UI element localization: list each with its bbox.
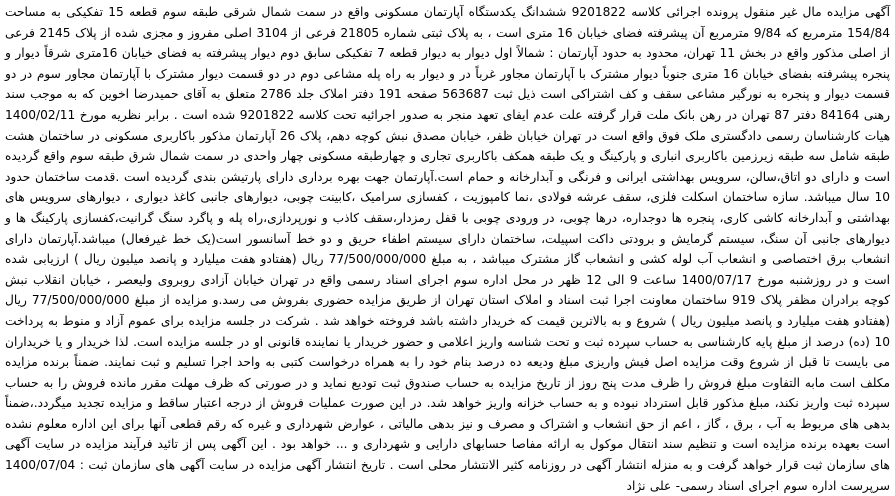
auction-notice-text: آگهی مزایده مال غیر منقول پرونده اجرائی کلاسه 9201822 ششدانگ یکدستگاه آپارتمان مسکونی واقع در سمت شمال شرقی طبقه سوم قطعه 15 تفکیکی به مساحت 154/84 مترمربع که 9/84 مترمربع آن پیشرفته فضای خیابان 16 متری است ، به پلاک ثبتی شماره 21805 فرعی از 3104 اصلی مفروز و مجزی شده از پلاک 2145 فرعی از اصلی مذکور واقع در بخش 11 تهران، محدود به حدود آپارتمان : شمالاً اول دیوار به دیوار قطعه 7 تفکیکی سابق دوم دیوار پیشرفته به فضای خیابان 16متری شرقاً دیوار و پنجره پیشرفته بفضای خیابان 16 متری جنوباً دیوار مشترک با آپارتمان مجاور غرباً در و دیوار به راه پله مشاعی دوم در دو قسمت دیوار مشترک با آپارتمان مجاور سوم در دو قسمت دیوار و پنجره به نورگیر مشاعی سقف و کف اشتراکی است ذیل ثبت 563687 صفحه 191 دفتر املاک جلد 2786 متعلق به آقای حمیدرضا اخوین که به موجب سند رهنی 84164 دفتر 87 تهران در رهن بانک ملت قرار گرفته علت عدم ایفای تعهد منجر به صدور اجرائیه تحت کلاسه 9201822 شده است . برابر نظریه مورخ 1400/02/11 هیات کارشناسان رسمی دادگستری ملک فوق واقع است در تهران خیابان ظفر، خیابان مصدق نبش کوچه دهم، پلاک 26 آپارتمان مذکور باکاربری مسکونی در ساختمان هشت طبقه شامل سه طبقه زیرزمین باکاربری انباری و پارکینگ و یک طبقه همکف باکاربری تجاری و چهارطبقه مسکونی چهار واحدی در سمت شمال شرق طبقه سوم واقع گردیده است و دارای دو اتاق،سالن، سرویس بهداشتی ایرانی و فرنگی و آبدارخانه و حمام است.آپارتمان جهت بهره برداری دارای پارتیشن بندی گردیده است .قدمت ساختمان حدود 10 سال میباشد. سازه ساختمان اسکلت فلزی، سقف عرشه فولادی ،نما کامپوزیت ، کفسازی سرامیک ،کابینت چوبی، دیوارهای جانبی کاغذ دیواری ، دیوارهای سرویس های بهداشتی و آبدارخانه کاشی کاری، پنجره ها دوجداره، درها چوبی، در ورودی چوبی با قفل رمزدار،سقف کاذب و نورپردازی،راه پله و پاگرد سنگ گرانیت،کفسازی پارکینگ ها و دیوارهای جانبی آن سنگ، سیستم گرمایش و برودتی داکت اسپیلت، ساختمان دارای سیستم اطفاء حریق و دو خط آسانسور است(یک خط غیرفعال) میباشد.آپارتمان دارای انشعاب برق اختصاصی و انشعاب آب لوله کشی و انشعاب گاز مشترک میباشد ، به مبلغ 77/500/000/000 ریال (هفتادو هفت میلیارد و پانصد میلیون ریال ) ارزیابی شده است و در روزشنبه مورخ 1400/07/17 ساعت 9 الی 12 ظهر در محل اداره سوم اجرای اسناد رسمی واقع در تهران خیابان آزادی روبروی ولیعصر ، خیابان انقلاب نبش کوچه برادران مظفر پلاک 919 ساختمان معاونت اجرا ثبت اسناد و املاک استان تهران از طریق مزایده حضوری بفروش می رسد.و مزایده از مبلغ 77/500/000/000 ریال (هفتادو هفت میلیارد و پانصد میلیون ریال ) شروع و به بالاترین قیمت که خریدار داشته باشد فروخته خواهد شد . شرکت در جلسه مزایده برای عموم آزاد و منوط به پرداخت 10 (ده) درصد از مبلغ پایه کارشناسی به حساب سپرده ثبت و تحت شناسه واریز اعلامی و حضور خریدار یا نماینده قانونی او در جلسه مزایده است. لذا خریدار و یا خریداران می بایست تا قبل از شروع وقت مزایده اصل فیش واریزی مبلغ ودیعه ده درصد بنام خود را به همراه درخواست کتبی به واحد اجرا تسلیم و ثبت نمایند. ضمناً برنده مزایده مکلف است مابه التفاوت مبلغ فروش را ظرف مدت پنج روز از تاریخ مزایده به حساب صندوق ثبت تودیع نماید و در صورتی که ظرف مهلت مقرر مانده فروش را به حساب سپرده ثبت واریز نکند، مبلغ مذکور قابل استرداد نبوده و به حساب خزانه واریز خواهد شد. در این صورت عملیات فروش از درجه اعتبار ساقط و مزایده تجدید میگردد.،ضمناً بدهی های مربوط به آب ، برق ، گاز ، اعم از حق انشعاب و اشتراک و مصرف و نیز بدهی مالیاتی ، عوارض شهرداری و غیره که رقم قطعی آنها برای این اداره معلوم نشده است بعهده برنده مزایده است و تنظیم سند انتقال موکول به ارائه مفاصا حسابهای دارایی و شهرداری و ... خواهد بود . این آگهی پس از تائید فرآیند مزایده در سایت آگهی های سازمان ثبت قرار خواهد گرفت و به منزله انتشار آگهی در روزنامه کثیر الانتشار محلی است . تاریخ انتشار آگهی مزایده در سایت آگهی های سازمان ثبت : 1400/07/04 سرپرست اداره سوم اجرای اسناد رسمی- علی نژاد <box>5 5 891 493</box>
